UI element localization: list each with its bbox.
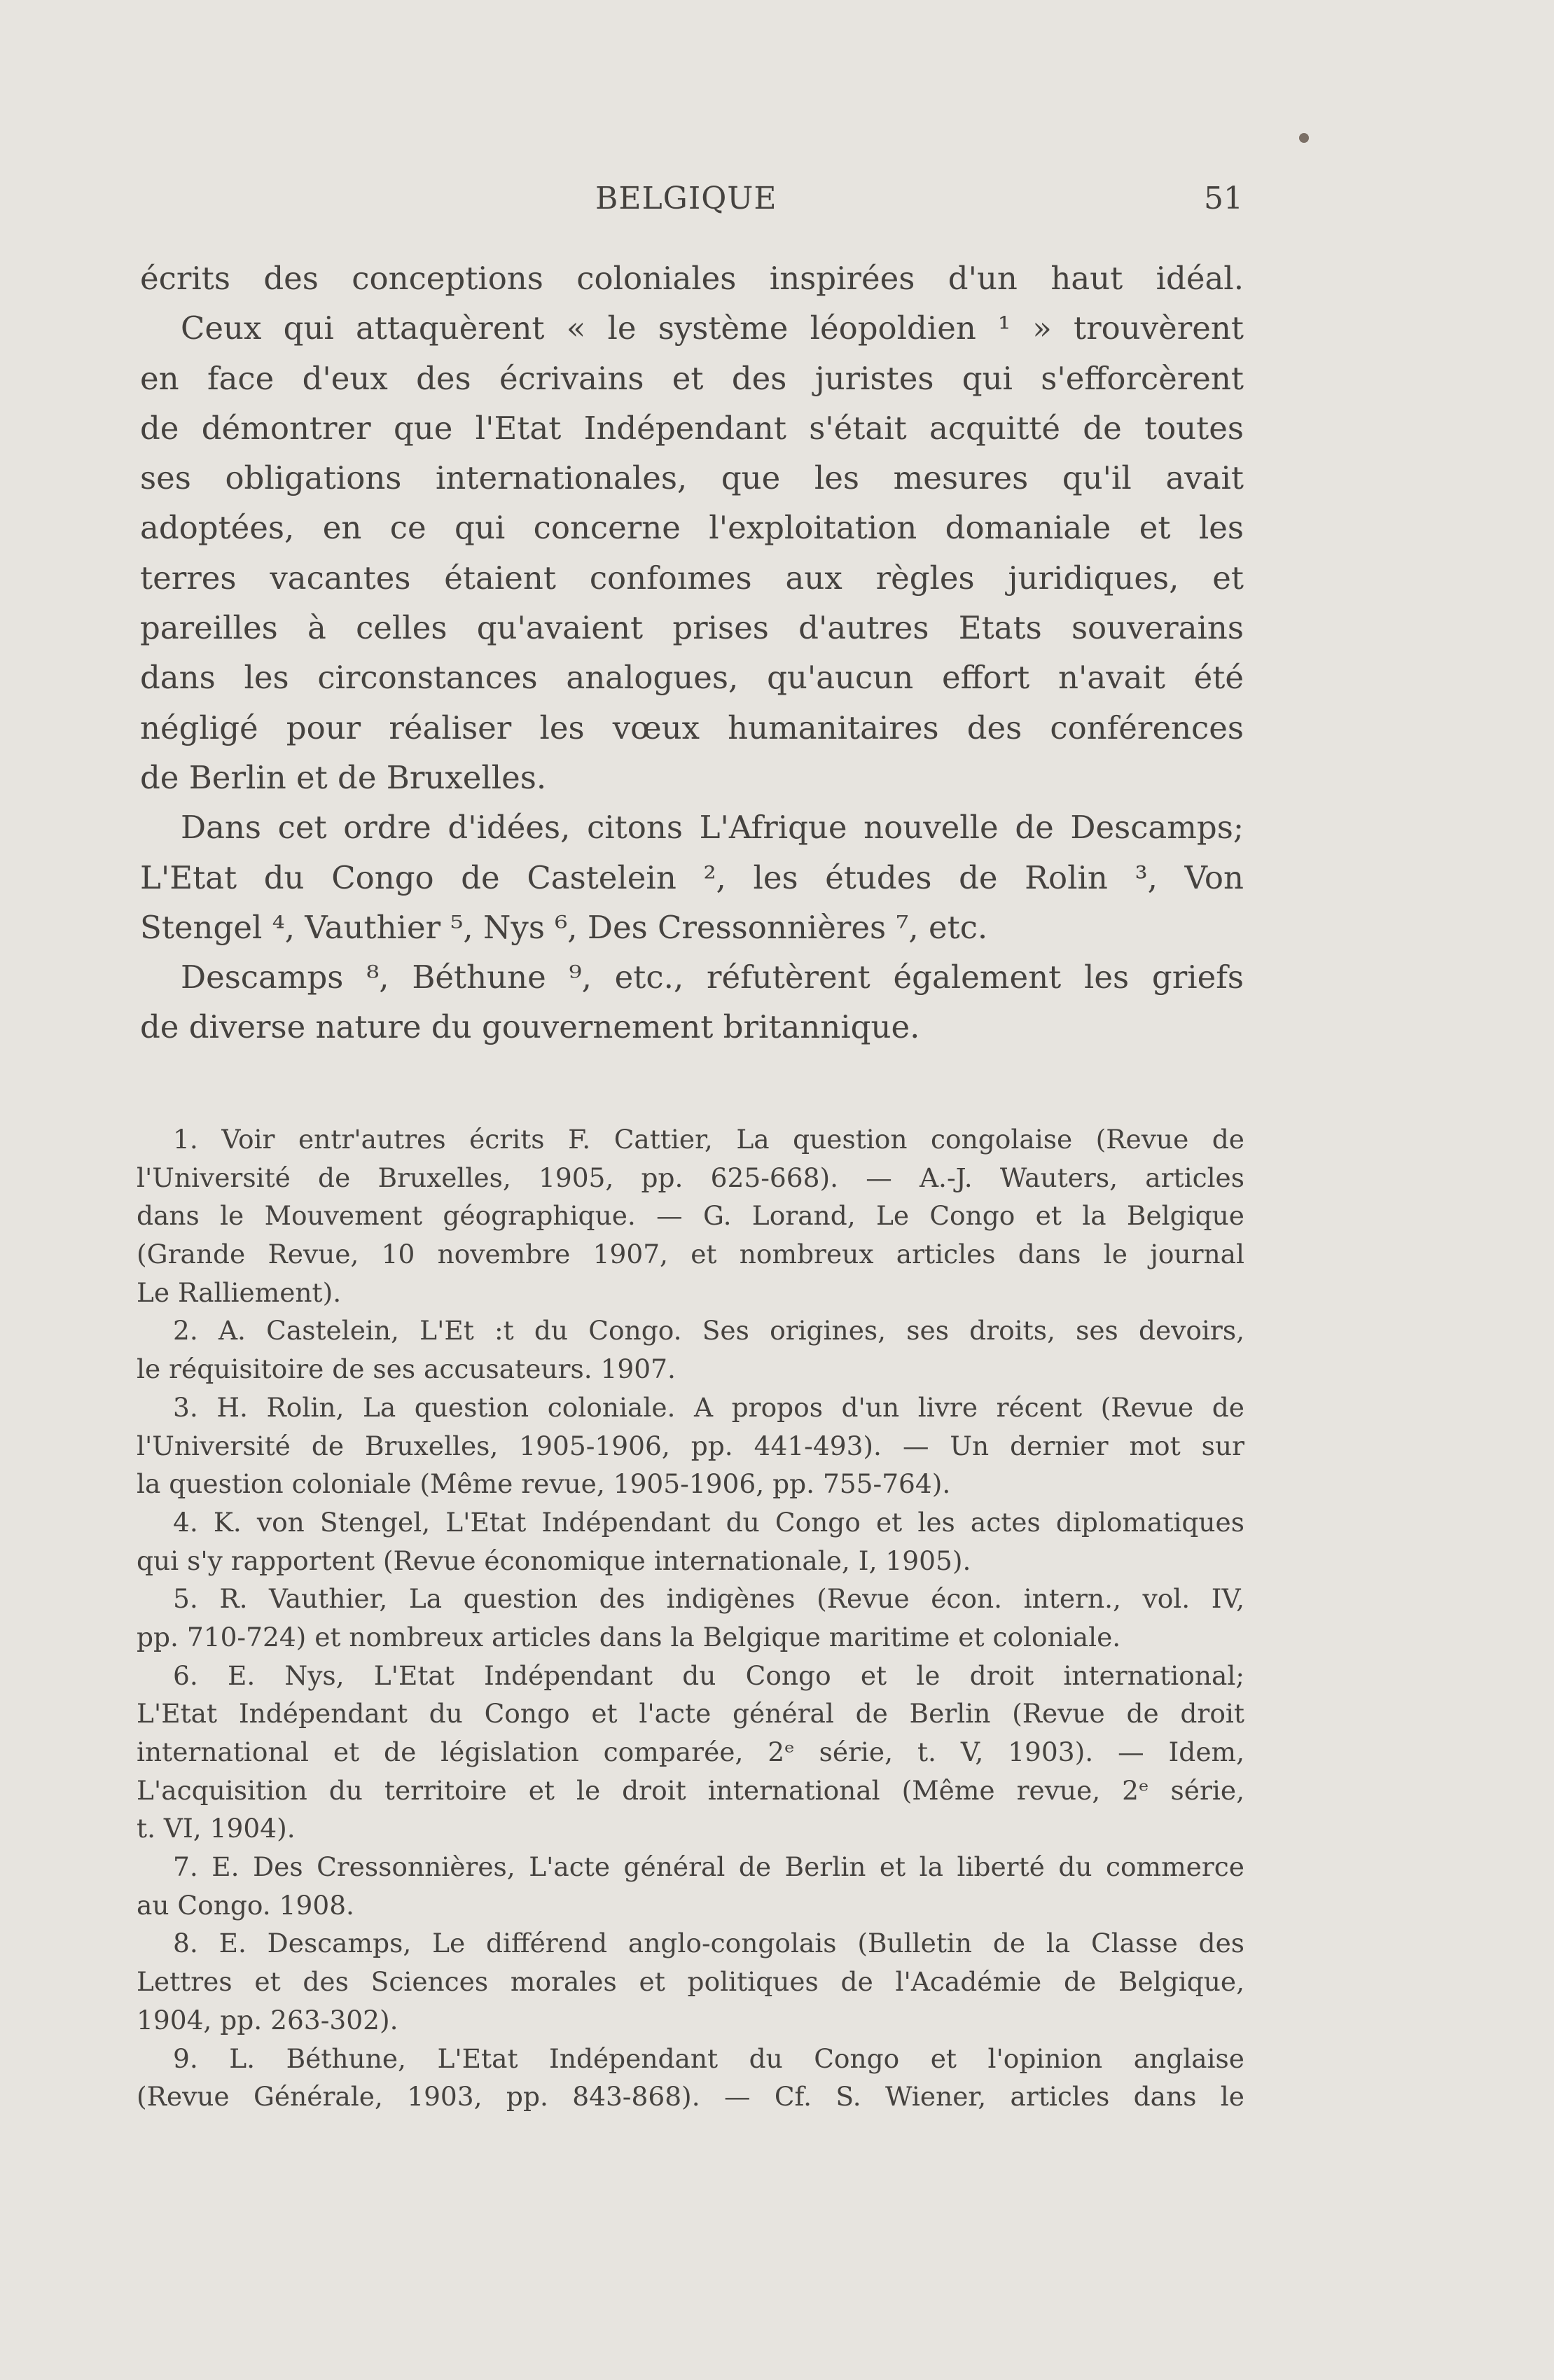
footnote-line: dans le Mouvement géographique. — G. Lorand, Le Congo et la Belgique (137, 1200, 1244, 1232)
body-line: Descamps ⁸, Béthune ⁹, etc., réfutèrent également les griefs (181, 959, 1244, 996)
footnote-line: 1904, pp. 263-302). (137, 2004, 398, 2035)
footnote-line: 1. Voir entr'autres écrits F. Cattier, La question congolaise (Revue de (173, 1124, 1244, 1155)
running-head: BELGIQUE (595, 181, 777, 216)
footnote-line: pp. 710-724) et nombreux articles dans la Belgique maritime et coloniale. (137, 1621, 1121, 1652)
footnote-line: (Revue Générale, 1903, pp. 843-868). — Cf. S. Wiener, articles dans le (137, 2081, 1244, 2113)
footnote-line: 5. R. Vauthier, La question des indigènes (Revue écon. intern., vol. IV, (173, 1583, 1244, 1615)
body-line: dans les circonstances analogues, qu'aucun effort n'avait été (140, 659, 1244, 697)
page-number: 51 (1204, 181, 1243, 216)
footnote-line: au Congo. 1908. (137, 1889, 354, 1921)
body-line: négligé pour réaliser les vœux humanitaires des conférences (140, 709, 1244, 746)
footnote-line: 4. K. von Stengel, L'Etat Indépendant du Congo et les actes diplomatiques (173, 1506, 1244, 1538)
footnote-line: 6. E. Nys, L'Etat Indépendant du Congo et le droit international; (173, 1659, 1244, 1691)
body-line: pareilles à celles qu'avaient prises d'autres Etats souverains (140, 609, 1244, 647)
ink-spot (1299, 133, 1309, 143)
body-line: Stengel ⁴, Vauthier ⁵, Nys ⁶, Des Cressonnières ⁷, etc. (140, 908, 988, 946)
body-line: de diverse nature du gouvernement britannique. (140, 1008, 920, 1046)
main-text (140, 253, 1244, 1052)
body-line: Dans cet ordre d'idées, citons L'Afrique nouvelle de Descamps; (181, 809, 1244, 847)
footnote-line: le réquisitoire de ses accusateurs. 1907. (137, 1353, 676, 1385)
footnote-line: Lettres et des Sciences morales et politiques de l'Académie de Belgique, (137, 1966, 1244, 1998)
footnote-line: 8. E. Descamps, Le différend anglo-congolais (Bulletin de la Classe des (173, 1928, 1244, 1959)
footnote-line: Le Ralliement). (137, 1276, 342, 1308)
body-line: de démontrer que l'Etat Indépendant s'était acquitté de toutes (140, 409, 1244, 447)
body-line: ses obligations internationales, que les mesures qu'il avait (140, 459, 1244, 497)
footnote-line: 9. L. Béthune, L'Etat Indépendant du Congo et l'opinion anglaise (173, 2043, 1244, 2074)
body-line: en face d'eux des écrivains et des juristes qui s'efforcèrent (140, 359, 1244, 397)
page-header (140, 181, 1243, 223)
footnote-line: t. VI, 1904). (137, 1813, 296, 1844)
body-line: écrits des conceptions coloniales inspirées d'un haut idéal. (140, 260, 1244, 297)
footnote-line: 3. H. Rolin, La question coloniale. A propos d'un livre récent (Revue de (173, 1391, 1244, 1423)
footnote-line: l'Université de Bruxelles, 1905, pp. 625-668). — A.-J. Wauters, articles (137, 1162, 1244, 1193)
footnote-line: international et de législation comparée, 2ᵉ série, t. V, 1903). — Idem, (137, 1737, 1244, 1767)
body-line: Ceux qui attaquèrent « le système léopoldien ¹ » trouvèrent (181, 309, 1244, 347)
body-line: de Berlin et de Bruxelles. (140, 758, 547, 796)
footnotes (137, 1120, 1244, 2116)
footnote-line: L'acquisition du territoire et le droit international (Même revue, 2ᵉ série, (137, 1774, 1244, 1806)
footnote-line: l'Université de Bruxelles, 1905-1906, pp. 441-493). — Un dernier mot sur (137, 1430, 1244, 1461)
body-line: adoptées, en ce qui concerne l'exploitation domaniale et les (140, 509, 1244, 547)
footnote-line: la question coloniale (Même revue, 1905-1906, pp. 755-764). (137, 1468, 951, 1500)
footnote-line: L'Etat Indépendant du Congo et l'acte général de Berlin (Revue de droit (137, 1698, 1244, 1730)
footnote-line: 7. E. Des Cressonnières, L'acte général de Berlin et la liberté du commerce (173, 1851, 1244, 1883)
body-line: L'Etat du Congo de Castelein ², les études de Rolin ³, Von (140, 858, 1244, 896)
body-line: terres vacantes étaient confoımes aux règles juridiques, et (140, 559, 1244, 597)
footnote-line: 2. A. Castelein, L'Et :t du Congo. Ses origines, ses droits, ses devoirs, (173, 1315, 1244, 1346)
footnote-line: qui s'y rapportent (Revue économique internationale, I, 1905). (137, 1545, 971, 1576)
footnote-line: (Grande Revue, 10 novembre 1907, et nombreux articles dans le journal (137, 1239, 1244, 1270)
